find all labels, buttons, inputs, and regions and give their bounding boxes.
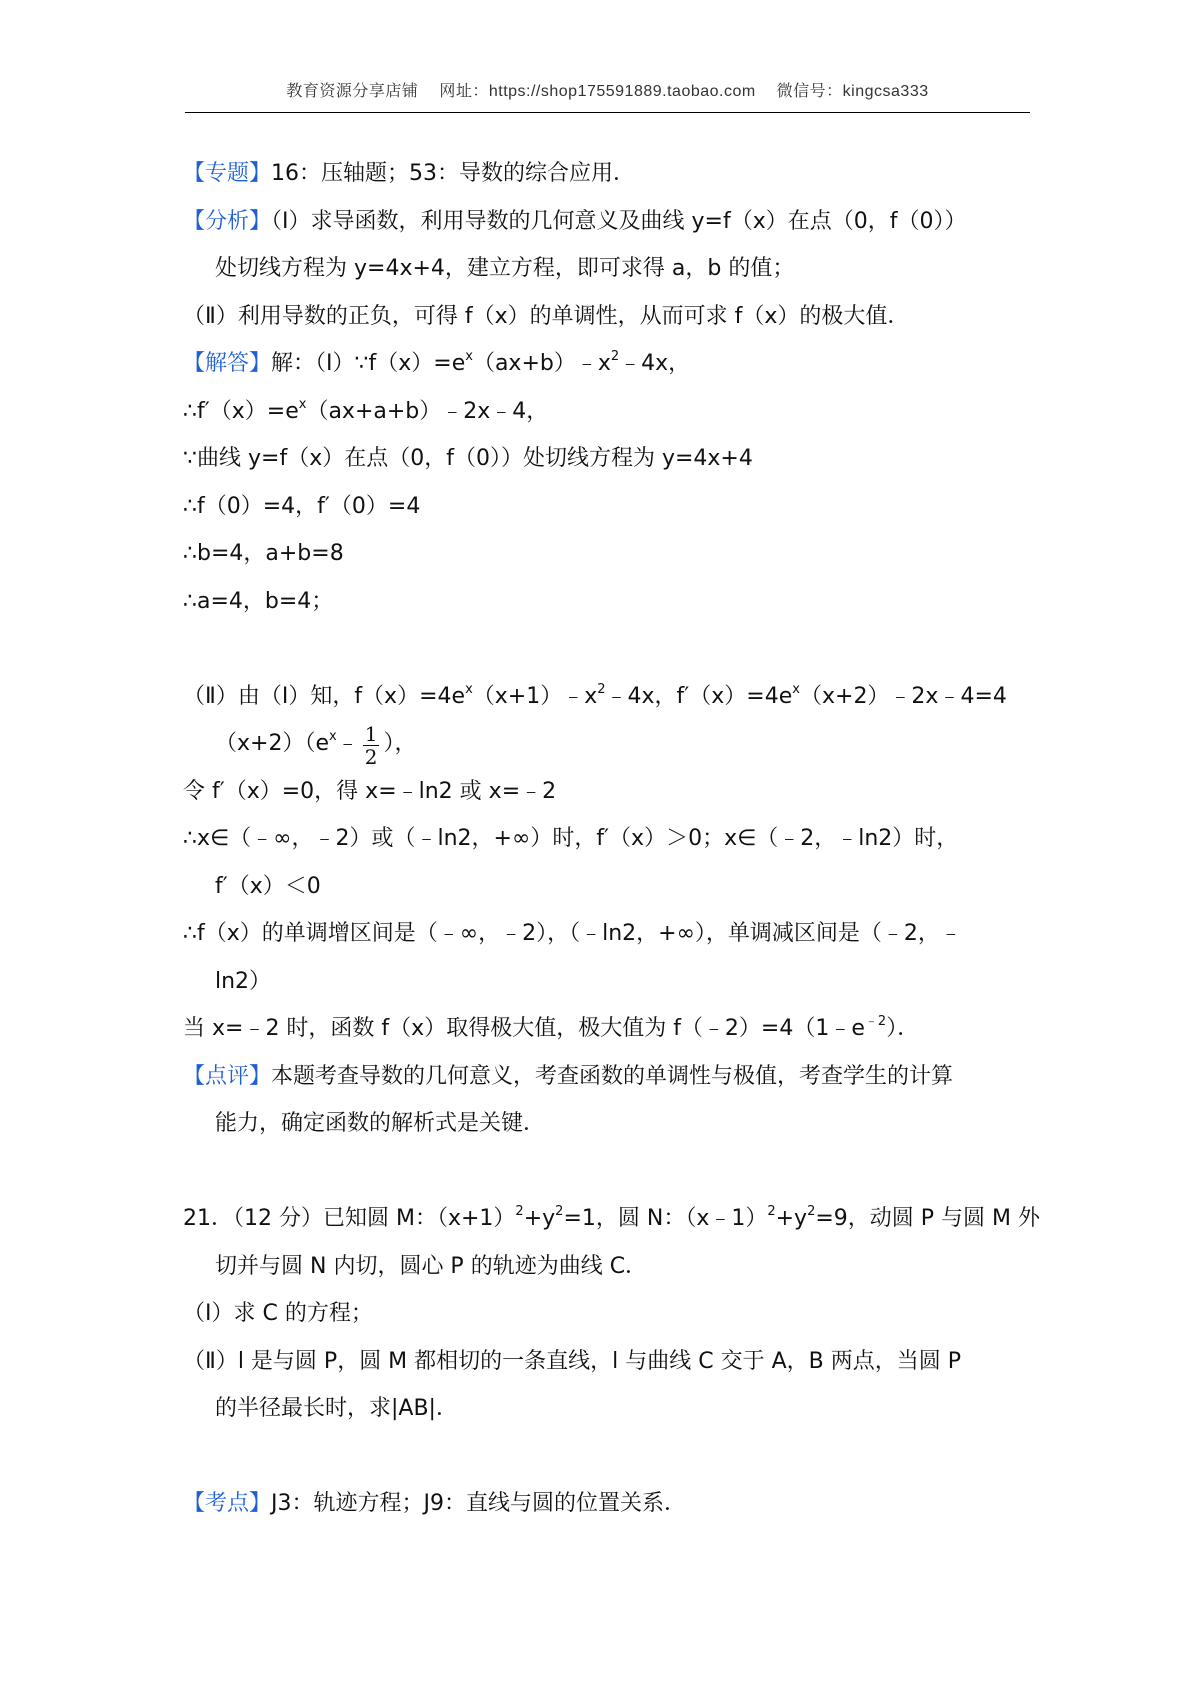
fraction-one-half — [363, 723, 380, 768]
exponent: 2 — [555, 1204, 564, 1219]
solution-text: （ax+b）﹣x — [472, 351, 611, 376]
question-21-line-1 — [183, 1195, 1041, 1243]
solution-text: ）． — [886, 1016, 920, 1041]
fraction-denominator: 2 — [364, 745, 378, 769]
solution-text: ∴f（x）的单调增区间是（﹣∞，﹣2），（﹣ln2，+∞），单调减区间是（﹣2，﹣ — [183, 921, 962, 946]
fraction-numerator: 1 — [364, 722, 378, 746]
tag-zhuanti: 【专题】 — [183, 161, 272, 186]
exponent: x — [792, 681, 800, 697]
solution-text: ∴a=4，b=4； — [183, 588, 334, 614]
comment-text: 能力，确定函数的解析式是关键． — [215, 1111, 546, 1136]
tag-kaodian: 【考点】 — [183, 1491, 272, 1516]
exponent: x — [298, 396, 307, 412]
part2-line-4 — [183, 815, 1033, 863]
solution-text: ∴x∈（﹣∞，﹣2）或（﹣ln2，+∞）时，f′（x）＞0；x∈（﹣2，﹣ln2）时， — [183, 826, 959, 851]
question-text: 的半径最长时，求|AB|． — [215, 1396, 458, 1421]
solution-text: （x+1）﹣x — [472, 683, 598, 709]
part2-line-1 — [183, 673, 1033, 721]
comment-text: 本题考查导数的几何意义，考查函数的单调性与极值，考查学生的计算 — [271, 1063, 954, 1089]
solution-text: ∴f′（x）=e — [183, 398, 299, 424]
solution-text: ﹣4x， — [619, 351, 691, 376]
part2-line-2 — [183, 720, 1033, 768]
kaodian-line — [183, 1480, 1033, 1528]
topic-line — [183, 150, 1033, 198]
question-21-line-3 — [183, 1290, 1033, 1338]
question-text: 切并与圆 N 内切，圆心 P 的轨迹为曲线 C． — [215, 1253, 648, 1279]
question-text: =9，动圆 P 与圆 M 外 — [815, 1206, 1041, 1231]
solution-line-4 — [183, 483, 1033, 531]
tag-jieda: 【解答】 — [183, 351, 272, 376]
exponent: x — [329, 729, 337, 744]
solution-text: ln2） — [215, 968, 272, 994]
exponent: 2 — [610, 349, 620, 364]
header-shop: 教育资源分享店铺 — [286, 83, 419, 100]
exponent: 2 — [807, 1204, 816, 1219]
exponent: 2 — [597, 681, 606, 697]
header-site: 网址：https://shop175591889.taobao.com — [439, 83, 756, 100]
question-21-line-5 — [183, 1385, 1033, 1433]
question-text: 21．（12 分）已知圆 M：（x+1） — [183, 1206, 516, 1231]
spacer — [183, 1148, 1033, 1196]
part2-line-5 — [183, 863, 1033, 911]
solution-text: （ax+a+b）﹣2x﹣4， — [306, 398, 549, 424]
analysis-text-3: （Ⅱ）利用导数的正负，可得 f（x）的单调性，从而可求 f（x）的极大值． — [183, 303, 910, 329]
solution-text: ﹣4x，f′（x）=4e — [605, 683, 793, 709]
document-body — [183, 150, 1041, 1528]
kaodian-text: J3：轨迹方程；J9：直线与圆的位置关系． — [271, 1491, 686, 1516]
tag-dianping: 【点评】 — [183, 1063, 272, 1089]
analysis-line-2 — [183, 245, 1033, 293]
question-21-line-4 — [183, 1338, 1033, 1386]
question-text: +y — [775, 1206, 808, 1231]
exponent: x — [465, 681, 473, 697]
part2-line-7 — [183, 958, 1033, 1006]
solution-text: 令 f′（x）=0，得 x=﹣ln2 或 x=﹣2 — [183, 778, 557, 804]
question-text: （Ⅱ）l 是与圆 P，圆 M 都相切的一条直线，l 与曲线 C 交于 A，B 两点，当圆 P — [183, 1348, 962, 1374]
solution-line-1 — [183, 340, 1033, 388]
solution-text: （Ⅱ）由（Ⅰ）知，f（x）=4e — [183, 683, 466, 709]
solution-text: ﹣ — [336, 731, 359, 756]
analysis-text-2: 处切线方程为 y=4x+4，建立方程，即可求得 a，b 的值； — [215, 256, 795, 281]
header-divider — [185, 112, 1030, 113]
header-wechat: 微信号：kingcsa333 — [776, 83, 929, 100]
topic-text: 16：压轴题；53：导数的综合应用． — [271, 161, 636, 186]
spacer — [183, 1433, 1033, 1481]
solution-text: f′（x）＜0 — [215, 873, 321, 899]
solution-line-3 — [183, 435, 1033, 483]
solution-text: （x+2）（e — [215, 731, 329, 756]
question-text: =1，圆 N：（x﹣1） — [563, 1206, 768, 1231]
solution-text: 当 x=﹣2 时，函数 f（x）取得极大值，极大值为 f（﹣2）=4（1﹣e — [183, 1016, 865, 1041]
part2-line-8 — [183, 1005, 1033, 1053]
solution-text: ∴f（0）=4，f′（0）=4 — [183, 493, 421, 519]
question-text: +y — [523, 1206, 556, 1231]
part2-line-6 — [183, 910, 1033, 958]
solution-text: ∵曲线 y=f（x）在点（0，f（0））处切线方程为 y=4x+4 — [183, 446, 753, 471]
exponent: x — [465, 349, 473, 364]
question-text: （Ⅰ）求 C 的方程； — [183, 1301, 373, 1326]
solution-text: 解：（Ⅰ）∵f（x）=e — [271, 351, 466, 376]
page-header — [185, 78, 1030, 112]
spacer — [183, 625, 1033, 673]
exponent: ﹣2 — [864, 1014, 887, 1029]
analysis-line-3 — [183, 293, 1033, 341]
solution-line-2 — [183, 388, 1033, 436]
exponent: 2 — [767, 1204, 776, 1219]
solution-text: ∴b=4，a+b=8 — [183, 541, 344, 566]
analysis-text-1: （Ⅰ）求导函数，利用导数的几何意义及曲线 y=f（x）在点（0，f（0）） — [271, 208, 967, 234]
part2-line-3 — [183, 768, 1033, 816]
exponent: 2 — [515, 1204, 524, 1219]
solution-line-5 — [183, 530, 1033, 578]
solution-text: ）， — [383, 731, 417, 756]
comment-line-2 — [183, 1100, 1033, 1148]
comment-line-1 — [183, 1053, 1033, 1101]
tag-fenxi: 【分析】 — [183, 208, 272, 234]
analysis-line-1 — [183, 198, 1033, 246]
solution-line-6 — [183, 578, 1033, 626]
question-21-line-2 — [183, 1243, 1033, 1291]
solution-text: （x+2）﹣2x﹣4=4 — [799, 683, 1007, 709]
